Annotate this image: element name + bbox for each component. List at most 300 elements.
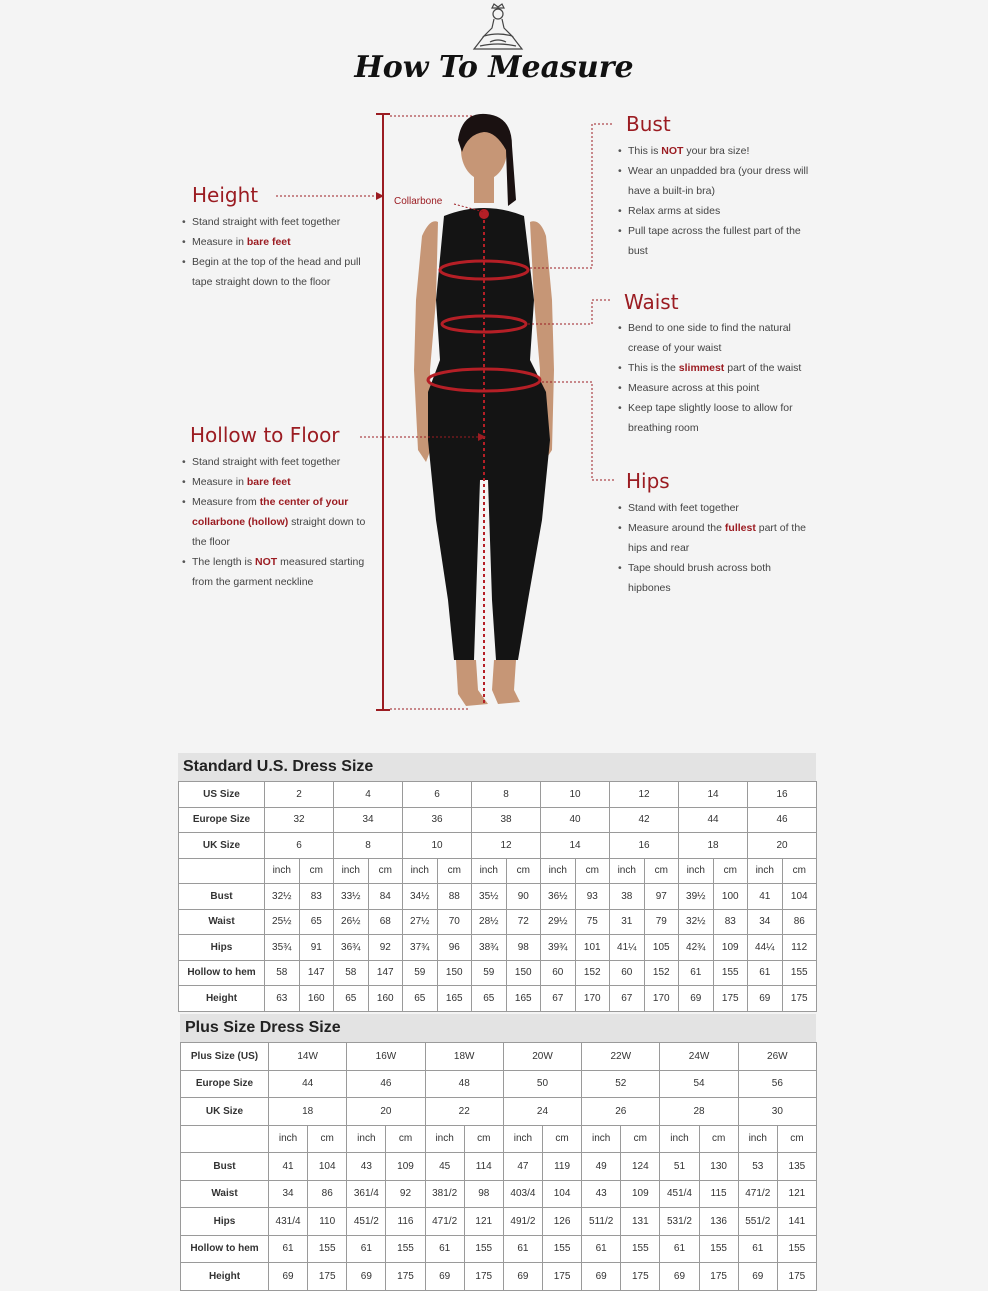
unit-inch-cell: inch bbox=[738, 1125, 777, 1153]
waist-heading: Waist bbox=[624, 290, 679, 314]
size-cell: 26W bbox=[738, 1043, 816, 1071]
size-cell: 44 bbox=[269, 1070, 347, 1098]
unit-inch-cell: inch bbox=[425, 1125, 464, 1153]
instruction-text: Wear an unpadded bra (your dress will have a built-in bra) bbox=[628, 165, 809, 197]
value-cell: 63 bbox=[265, 986, 300, 1012]
row-label: Bust bbox=[181, 1153, 269, 1181]
instruction-text: your bra size! bbox=[683, 145, 750, 157]
size-cell: 16 bbox=[748, 782, 817, 808]
unit-cm-cell: cm bbox=[299, 858, 334, 884]
value-cell: 60 bbox=[541, 960, 576, 986]
height-heading: Height bbox=[192, 183, 259, 207]
value-cell: 471/2 bbox=[738, 1180, 777, 1208]
size-cell: 14 bbox=[679, 782, 748, 808]
height-instruction-item bbox=[182, 232, 372, 252]
instruction-text: The length is bbox=[192, 556, 256, 568]
size-cell: 18W bbox=[425, 1043, 503, 1071]
row-label: Hips bbox=[179, 935, 265, 961]
value-cell: 34 bbox=[748, 909, 783, 935]
unit-inch-cell: inch bbox=[503, 1125, 542, 1153]
value-cell: 75 bbox=[575, 909, 610, 935]
size-cell: 20 bbox=[347, 1098, 425, 1126]
size-cell: 42 bbox=[610, 807, 679, 833]
table-row bbox=[181, 1180, 817, 1208]
unit-inch-cell: inch bbox=[748, 858, 783, 884]
size-cell: 28 bbox=[660, 1098, 738, 1126]
hollow-instruction-item bbox=[182, 452, 378, 472]
highlight-text: bare feet bbox=[246, 476, 291, 488]
value-cell: 92 bbox=[368, 935, 403, 961]
value-cell: 175 bbox=[699, 1263, 738, 1291]
unit-cm-cell: cm bbox=[308, 1125, 347, 1153]
unit-cm-cell: cm bbox=[386, 1125, 425, 1153]
value-cell: 124 bbox=[621, 1153, 660, 1181]
value-cell: 98 bbox=[506, 935, 541, 961]
hips-instruction-item bbox=[618, 518, 814, 558]
value-cell: 47 bbox=[503, 1153, 542, 1181]
value-cell: 61 bbox=[269, 1235, 308, 1263]
empty-cell bbox=[181, 1125, 269, 1153]
unit-inch-cell: inch bbox=[660, 1125, 699, 1153]
value-cell: 155 bbox=[699, 1235, 738, 1263]
value-cell: 170 bbox=[644, 986, 679, 1012]
value-cell: 43 bbox=[582, 1180, 621, 1208]
unit-inch-cell: inch bbox=[582, 1125, 621, 1153]
value-cell: 175 bbox=[621, 1263, 660, 1291]
unit-cm-cell: cm bbox=[699, 1125, 738, 1153]
value-cell: 65 bbox=[299, 909, 334, 935]
size-cell: 26 bbox=[582, 1098, 660, 1126]
value-cell: 165 bbox=[506, 986, 541, 1012]
unit-cm-cell: cm bbox=[621, 1125, 660, 1153]
table-row bbox=[179, 833, 817, 859]
height-instructions bbox=[182, 212, 372, 292]
value-cell: 39¾ bbox=[541, 935, 576, 961]
value-cell: 101 bbox=[575, 935, 610, 961]
value-cell: 65 bbox=[472, 986, 507, 1012]
instruction-text: Measure in bbox=[192, 236, 247, 248]
size-cell: 22W bbox=[582, 1043, 660, 1071]
value-cell: 155 bbox=[782, 960, 817, 986]
value-cell: 79 bbox=[644, 909, 679, 935]
value-cell: 130 bbox=[699, 1153, 738, 1181]
value-cell: 61 bbox=[347, 1235, 386, 1263]
waist-instruction-item bbox=[618, 318, 824, 358]
value-cell: 28½ bbox=[472, 909, 507, 935]
size-cell: 22 bbox=[425, 1098, 503, 1126]
size-cell: 14W bbox=[269, 1043, 347, 1071]
value-cell: 160 bbox=[299, 986, 334, 1012]
value-cell: 59 bbox=[403, 960, 438, 986]
instruction-text: Tape should brush across both hipbones bbox=[628, 562, 772, 594]
value-cell: 175 bbox=[386, 1263, 425, 1291]
unit-inch-cell: inch bbox=[541, 858, 576, 884]
size-cell: 20 bbox=[748, 833, 817, 859]
size-cell: 44 bbox=[679, 807, 748, 833]
unit-inch-cell: inch bbox=[679, 858, 714, 884]
value-cell: 491/2 bbox=[503, 1208, 542, 1236]
value-cell: 121 bbox=[777, 1180, 816, 1208]
value-cell: 53 bbox=[738, 1153, 777, 1181]
value-cell: 155 bbox=[464, 1235, 503, 1263]
value-cell: 36¾ bbox=[334, 935, 369, 961]
value-cell: 69 bbox=[679, 986, 714, 1012]
value-cell: 155 bbox=[713, 960, 748, 986]
value-cell: 32½ bbox=[679, 909, 714, 935]
value-cell: 35½ bbox=[472, 884, 507, 910]
row-label: US Size bbox=[179, 782, 265, 808]
value-cell: 42¾ bbox=[679, 935, 714, 961]
unit-cm-cell: cm bbox=[464, 1125, 503, 1153]
value-cell: 147 bbox=[299, 960, 334, 986]
instruction-text: Relax arms at sides bbox=[628, 205, 721, 217]
value-cell: 93 bbox=[575, 884, 610, 910]
value-cell: 361/4 bbox=[347, 1180, 386, 1208]
row-label: Height bbox=[179, 986, 265, 1012]
unit-cm-cell: cm bbox=[506, 858, 541, 884]
value-cell: 27½ bbox=[403, 909, 438, 935]
value-cell: 61 bbox=[738, 1235, 777, 1263]
waist-instructions bbox=[618, 318, 824, 438]
value-cell: 43 bbox=[347, 1153, 386, 1181]
value-cell: 37¾ bbox=[403, 935, 438, 961]
hips-instruction-item bbox=[618, 498, 814, 518]
size-cell: 34 bbox=[334, 807, 403, 833]
instruction-text: measured starting from the garment neckline bbox=[192, 556, 365, 588]
highlight-text: fullest bbox=[724, 522, 756, 534]
value-cell: 136 bbox=[699, 1208, 738, 1236]
value-cell: 97 bbox=[644, 884, 679, 910]
instruction-text: Pull tape across the fullest part of the bust bbox=[628, 225, 801, 257]
value-cell: 69 bbox=[425, 1263, 464, 1291]
value-cell: 150 bbox=[437, 960, 472, 986]
waist-instruction-item bbox=[618, 378, 824, 398]
value-cell: 98 bbox=[464, 1180, 503, 1208]
value-cell: 68 bbox=[368, 909, 403, 935]
unit-cm-cell: cm bbox=[575, 858, 610, 884]
value-cell: 72 bbox=[506, 909, 541, 935]
value-cell: 70 bbox=[437, 909, 472, 935]
value-cell: 104 bbox=[542, 1180, 581, 1208]
row-label: UK Size bbox=[179, 833, 265, 859]
size-cell: 18 bbox=[269, 1098, 347, 1126]
value-cell: 84 bbox=[368, 884, 403, 910]
value-cell: 451/4 bbox=[660, 1180, 699, 1208]
value-cell: 51 bbox=[660, 1153, 699, 1181]
value-cell: 65 bbox=[334, 986, 369, 1012]
table-row bbox=[179, 909, 817, 935]
empty-cell bbox=[179, 858, 265, 884]
table-row bbox=[179, 986, 817, 1012]
size-cell: 12 bbox=[610, 782, 679, 808]
value-cell: 155 bbox=[308, 1235, 347, 1263]
unit-inch-cell: inch bbox=[334, 858, 369, 884]
value-cell: 105 bbox=[644, 935, 679, 961]
value-cell: 67 bbox=[610, 986, 645, 1012]
table-row bbox=[181, 1263, 817, 1291]
value-cell: 116 bbox=[386, 1208, 425, 1236]
height-instruction-item bbox=[182, 252, 372, 292]
height-instruction-item bbox=[182, 212, 372, 232]
page-title: How To Measure bbox=[354, 50, 634, 85]
size-cell: 12 bbox=[472, 833, 541, 859]
value-cell: 152 bbox=[644, 960, 679, 986]
value-cell: 96 bbox=[437, 935, 472, 961]
table-row bbox=[181, 1235, 817, 1263]
table-row bbox=[179, 935, 817, 961]
instruction-text: Stand straight with feet together bbox=[192, 456, 341, 468]
value-cell: 33½ bbox=[334, 884, 369, 910]
unit-inch-cell: inch bbox=[610, 858, 645, 884]
value-cell: 69 bbox=[269, 1263, 308, 1291]
highlight-text: NOT bbox=[661, 145, 684, 157]
collarbone-label: Collarbone bbox=[394, 196, 443, 207]
size-cell: 56 bbox=[738, 1070, 816, 1098]
size-cell: 6 bbox=[265, 833, 334, 859]
value-cell: 45 bbox=[425, 1153, 464, 1181]
value-cell: 32½ bbox=[265, 884, 300, 910]
row-label: Hips bbox=[181, 1208, 269, 1236]
value-cell: 60 bbox=[610, 960, 645, 986]
instruction-text: Bend to one side to find the natural crease of your waist bbox=[628, 322, 791, 354]
highlight-text: the center of your collarbone (hollow) bbox=[192, 496, 349, 528]
value-cell: 91 bbox=[299, 935, 334, 961]
value-cell: 551/2 bbox=[738, 1208, 777, 1236]
value-cell: 90 bbox=[506, 884, 541, 910]
row-label: Hollow to hem bbox=[179, 960, 265, 986]
unit-cm-cell: cm bbox=[713, 858, 748, 884]
value-cell: 112 bbox=[782, 935, 817, 961]
table-row bbox=[181, 1098, 817, 1126]
instruction-text: Measure across at this point bbox=[628, 382, 760, 394]
size-cell: 38 bbox=[472, 807, 541, 833]
value-cell: 92 bbox=[386, 1180, 425, 1208]
value-cell: 59 bbox=[472, 960, 507, 986]
value-cell: 114 bbox=[464, 1153, 503, 1181]
value-cell: 115 bbox=[699, 1180, 738, 1208]
value-cell: 175 bbox=[777, 1263, 816, 1291]
value-cell: 29½ bbox=[541, 909, 576, 935]
value-cell: 131 bbox=[621, 1208, 660, 1236]
value-cell: 61 bbox=[425, 1235, 464, 1263]
unit-row bbox=[179, 858, 817, 884]
row-label: Height bbox=[181, 1263, 269, 1291]
value-cell: 69 bbox=[748, 986, 783, 1012]
plus-size-table bbox=[180, 1042, 817, 1291]
value-cell: 61 bbox=[582, 1235, 621, 1263]
value-cell: 104 bbox=[308, 1153, 347, 1181]
value-cell: 38¾ bbox=[472, 935, 507, 961]
instruction-text: part of the hips and rear bbox=[628, 522, 807, 554]
size-cell: 40 bbox=[541, 807, 610, 833]
value-cell: 175 bbox=[464, 1263, 503, 1291]
value-cell: 41¼ bbox=[610, 935, 645, 961]
unit-cm-cell: cm bbox=[782, 858, 817, 884]
value-cell: 152 bbox=[575, 960, 610, 986]
value-cell: 109 bbox=[713, 935, 748, 961]
unit-cm-cell: cm bbox=[777, 1125, 816, 1153]
hips-heading: Hips bbox=[626, 469, 670, 493]
size-cell: 16W bbox=[347, 1043, 425, 1071]
size-cell: 30 bbox=[738, 1098, 816, 1126]
instruction-text: Stand straight with feet together bbox=[192, 216, 341, 228]
size-cell: 10 bbox=[403, 833, 472, 859]
hips-instruction-item bbox=[618, 558, 814, 598]
value-cell: 41 bbox=[748, 884, 783, 910]
table-row bbox=[179, 884, 817, 910]
value-cell: 35¾ bbox=[265, 935, 300, 961]
value-cell: 165 bbox=[437, 986, 472, 1012]
instruction-text: Keep tape slightly loose to allow for breathing room bbox=[628, 402, 793, 434]
instruction-text: part of the waist bbox=[724, 362, 802, 374]
instruction-text: This is bbox=[628, 145, 662, 157]
size-cell: 2 bbox=[265, 782, 334, 808]
instruction-text: Stand with feet together bbox=[628, 502, 739, 514]
value-cell: 44¼ bbox=[748, 935, 783, 961]
table-row bbox=[181, 1070, 817, 1098]
value-cell: 61 bbox=[679, 960, 714, 986]
value-cell: 41 bbox=[269, 1153, 308, 1181]
value-cell: 175 bbox=[782, 986, 817, 1012]
hollow-instruction-item bbox=[182, 492, 378, 552]
unit-inch-cell: inch bbox=[472, 858, 507, 884]
instruction-text: This is the bbox=[628, 362, 679, 374]
value-cell: 147 bbox=[368, 960, 403, 986]
unit-cm-cell: cm bbox=[368, 858, 403, 884]
instruction-text: straight down to the floor bbox=[192, 516, 366, 548]
row-label: UK Size bbox=[181, 1098, 269, 1126]
size-cell: 8 bbox=[334, 833, 403, 859]
value-cell: 150 bbox=[506, 960, 541, 986]
row-label: Bust bbox=[179, 884, 265, 910]
value-cell: 155 bbox=[386, 1235, 425, 1263]
standard-table-title: Standard U.S. Dress Size bbox=[178, 753, 816, 781]
highlight-text: NOT bbox=[255, 556, 278, 568]
value-cell: 119 bbox=[542, 1153, 581, 1181]
bust-instructions bbox=[618, 141, 814, 261]
value-cell: 110 bbox=[308, 1208, 347, 1236]
value-cell: 61 bbox=[748, 960, 783, 986]
row-label: Waist bbox=[179, 909, 265, 935]
size-cell: 50 bbox=[503, 1070, 581, 1098]
size-cell: 46 bbox=[748, 807, 817, 833]
size-cell: 46 bbox=[347, 1070, 425, 1098]
value-cell: 531/2 bbox=[660, 1208, 699, 1236]
value-cell: 471/2 bbox=[425, 1208, 464, 1236]
hollow-instruction-item bbox=[182, 552, 378, 592]
size-cell: 16 bbox=[610, 833, 679, 859]
value-cell: 86 bbox=[782, 909, 817, 935]
unit-cm-cell: cm bbox=[437, 858, 472, 884]
hollow-instructions bbox=[182, 452, 378, 592]
size-cell: 54 bbox=[660, 1070, 738, 1098]
row-label: Hollow to hem bbox=[181, 1235, 269, 1263]
value-cell: 36½ bbox=[541, 884, 576, 910]
value-cell: 58 bbox=[265, 960, 300, 986]
value-cell: 86 bbox=[308, 1180, 347, 1208]
value-cell: 155 bbox=[542, 1235, 581, 1263]
value-cell: 69 bbox=[738, 1263, 777, 1291]
table-row bbox=[179, 807, 817, 833]
size-cell: 14 bbox=[541, 833, 610, 859]
unit-cm-cell: cm bbox=[542, 1125, 581, 1153]
value-cell: 34 bbox=[269, 1180, 308, 1208]
value-cell: 104 bbox=[782, 884, 817, 910]
unit-inch-cell: inch bbox=[265, 858, 300, 884]
value-cell: 160 bbox=[368, 986, 403, 1012]
value-cell: 141 bbox=[777, 1208, 816, 1236]
row-label: Europe Size bbox=[179, 807, 265, 833]
row-label: Waist bbox=[181, 1180, 269, 1208]
value-cell: 431/4 bbox=[269, 1208, 308, 1236]
unit-inch-cell: inch bbox=[403, 858, 438, 884]
bust-instruction-item bbox=[618, 141, 814, 161]
value-cell: 61 bbox=[660, 1235, 699, 1263]
value-cell: 155 bbox=[777, 1235, 816, 1263]
table-row bbox=[181, 1153, 817, 1181]
bust-instruction-item bbox=[618, 201, 814, 221]
instruction-text: Measure from bbox=[192, 496, 260, 508]
standard-size-table bbox=[178, 781, 817, 1012]
unit-row bbox=[181, 1125, 817, 1153]
hollow-heading: Hollow to Floor bbox=[190, 423, 340, 447]
value-cell: 175 bbox=[713, 986, 748, 1012]
size-cell: 10 bbox=[541, 782, 610, 808]
value-cell: 69 bbox=[660, 1263, 699, 1291]
size-cell: 24W bbox=[660, 1043, 738, 1071]
value-cell: 69 bbox=[347, 1263, 386, 1291]
instruction-text: Measure around the bbox=[628, 522, 725, 534]
value-cell: 83 bbox=[299, 884, 334, 910]
bust-instruction-item bbox=[618, 161, 814, 201]
value-cell: 38 bbox=[610, 884, 645, 910]
size-cell: 20W bbox=[503, 1043, 581, 1071]
size-cell: 32 bbox=[265, 807, 334, 833]
value-cell: 403/4 bbox=[503, 1180, 542, 1208]
row-label: Plus Size (US) bbox=[181, 1043, 269, 1071]
highlight-text: slimmest bbox=[678, 362, 725, 374]
value-cell: 126 bbox=[542, 1208, 581, 1236]
value-cell: 175 bbox=[308, 1263, 347, 1291]
table-row bbox=[181, 1043, 817, 1071]
size-cell: 8 bbox=[472, 782, 541, 808]
unit-cm-cell: cm bbox=[644, 858, 679, 884]
value-cell: 58 bbox=[334, 960, 369, 986]
value-cell: 109 bbox=[621, 1180, 660, 1208]
unit-inch-cell: inch bbox=[269, 1125, 308, 1153]
value-cell: 451/2 bbox=[347, 1208, 386, 1236]
size-cell: 6 bbox=[403, 782, 472, 808]
table-row bbox=[179, 960, 817, 986]
size-cell: 52 bbox=[582, 1070, 660, 1098]
size-cell: 36 bbox=[403, 807, 472, 833]
value-cell: 100 bbox=[713, 884, 748, 910]
instruction-text: Begin at the top of the head and pull tape straight down to the floor bbox=[192, 256, 361, 288]
value-cell: 69 bbox=[503, 1263, 542, 1291]
value-cell: 34½ bbox=[403, 884, 438, 910]
size-cell: 18 bbox=[679, 833, 748, 859]
unit-inch-cell: inch bbox=[347, 1125, 386, 1153]
value-cell: 31 bbox=[610, 909, 645, 935]
value-cell: 25½ bbox=[265, 909, 300, 935]
value-cell: 175 bbox=[542, 1263, 581, 1291]
value-cell: 61 bbox=[503, 1235, 542, 1263]
size-cell: 24 bbox=[503, 1098, 581, 1126]
hips-instructions bbox=[618, 498, 814, 598]
value-cell: 135 bbox=[777, 1153, 816, 1181]
highlight-text: bare feet bbox=[246, 236, 291, 248]
value-cell: 511/2 bbox=[582, 1208, 621, 1236]
